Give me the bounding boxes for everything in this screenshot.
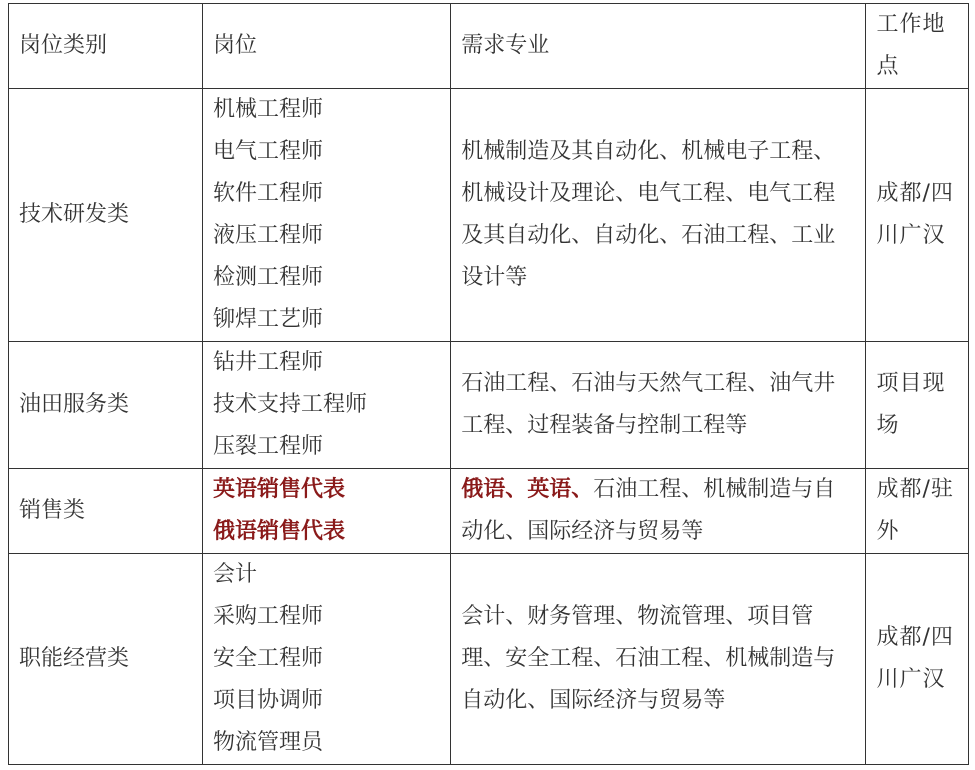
category-cell: 技术研发类 (9, 89, 203, 342)
category-cell: 油田服务类 (9, 342, 203, 469)
position-item: 电气工程师 (213, 139, 324, 164)
category-cell: 职能经营类 (9, 554, 203, 765)
position-item: 压裂工程师 (213, 434, 324, 459)
location-cell: 项目现场 (866, 342, 969, 469)
position-item: 项目协调师 (213, 688, 324, 713)
major-cell: 机械制造及其自动化、机械电子工程、机械设计及理论、电气工程、电气工程及其自动化、自动化、石油工程、工业设计等 (451, 89, 866, 342)
position-item: 钻井工程师 (213, 350, 324, 375)
position-item: 检测工程师 (213, 265, 324, 290)
header-position: 岗位 (203, 4, 451, 89)
header-location: 工作地点 (866, 4, 969, 89)
header-major: 需求专业 (451, 4, 866, 89)
positions-cell (203, 554, 451, 765)
header-category: 岗位类别 (9, 4, 203, 89)
position-item: 采购工程师 (213, 604, 324, 629)
major-cell: 会计、财务管理、物流管理、项目管理、安全工程、石油工程、机械制造与自动化、国际经济与贸易等 (451, 554, 866, 765)
table-header-row (9, 4, 969, 89)
category-cell: 销售类 (9, 469, 203, 554)
positions-cell (203, 469, 451, 554)
table-row (9, 342, 969, 469)
positions-cell (203, 342, 451, 469)
major-cell (451, 469, 866, 554)
position-item: 软件工程师 (213, 181, 324, 206)
location-cell: 成都/四川广汉 (866, 554, 969, 765)
position-item: 铆焊工艺师 (213, 307, 324, 332)
position-item: 安全工程师 (213, 646, 324, 671)
location-cell: 成都/四川广汉 (866, 89, 969, 342)
major-text: 石油工程、机械制造与自动化、国际经济与贸易等 (461, 477, 836, 544)
position-item: 物流管理员 (213, 730, 324, 755)
position-item: 俄语销售代表 (213, 519, 346, 544)
positions-cell (203, 89, 451, 342)
recruitment-table (8, 3, 969, 765)
position-item: 英语销售代表 (213, 477, 346, 502)
position-item: 机械工程师 (213, 97, 324, 122)
major-cell: 石油工程、石油与天然气工程、油气井工程、过程装备与控制工程等 (451, 342, 866, 469)
position-item: 会计 (213, 562, 258, 587)
table-row (9, 554, 969, 765)
table-row (9, 469, 969, 554)
major-highlight: 俄语、英语、 (461, 477, 594, 502)
position-item: 技术支持工程师 (213, 392, 368, 417)
position-item: 液压工程师 (213, 223, 324, 248)
location-cell: 成都/驻外 (866, 469, 969, 554)
table-row (9, 89, 969, 342)
